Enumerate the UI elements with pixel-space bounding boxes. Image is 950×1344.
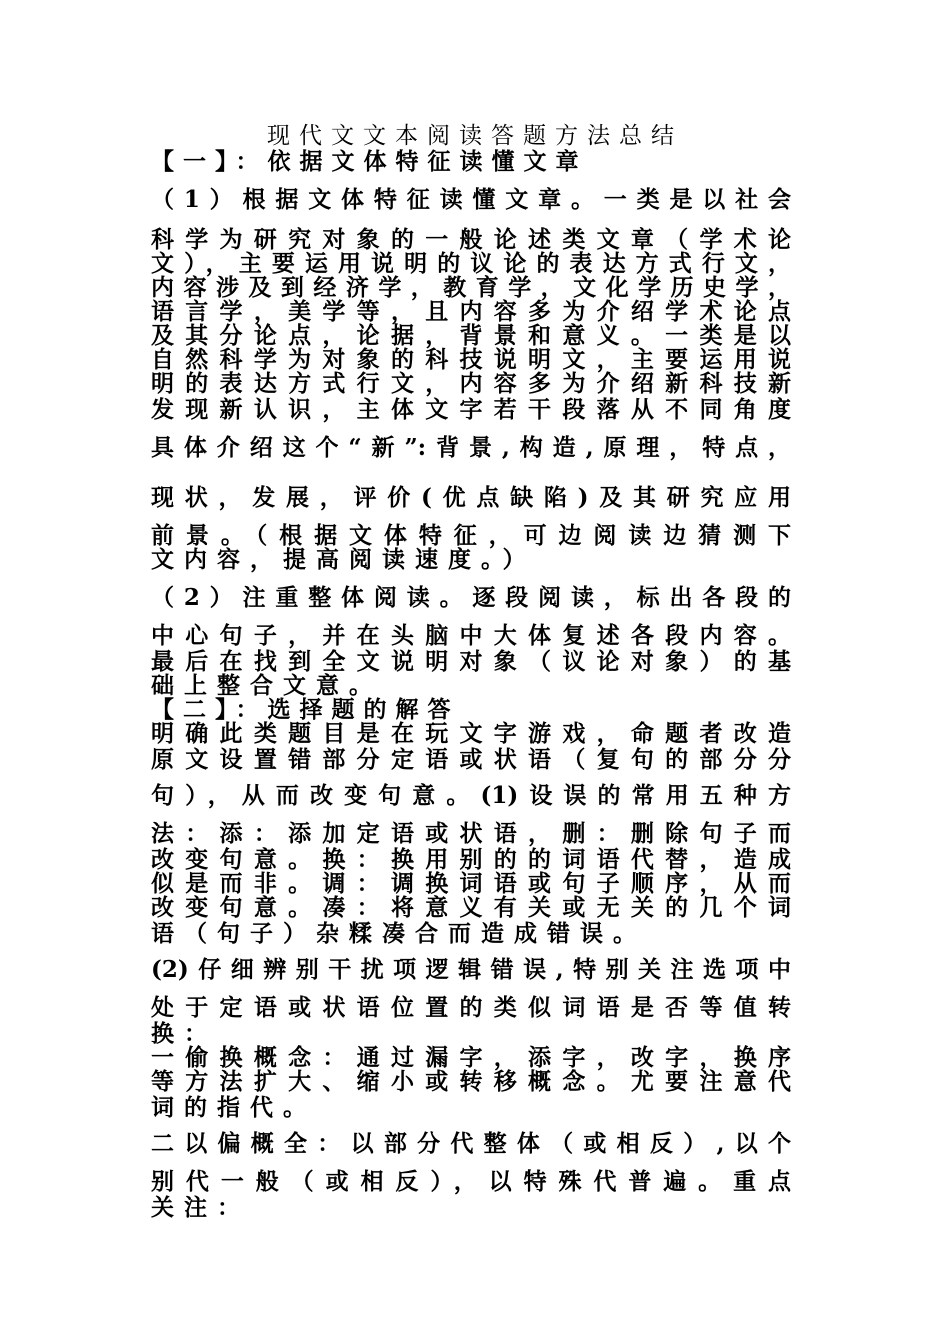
text-line: 语（句子）杂糅凑合而造成错误。 (151, 920, 646, 947)
text-line: 最后在找到全文说明对象（议论对象）的基 (151, 648, 791, 675)
text-line: 一偷换概念：通过漏字，添字，改字，换序 (151, 1044, 791, 1071)
text-line: 前景。（根据文体特征，可边阅读边猜测下 (151, 522, 791, 549)
text-line: 础上整合文意。 (151, 672, 382, 699)
text-line: （2）注重整体阅读。逐段阅读，标出各段的 (151, 584, 791, 611)
text-line: 具体介绍这个“新”:背景,构造,原理，特点， (151, 434, 791, 461)
section-heading-1: 【一】：依据文体特征读懂文章 (151, 148, 588, 175)
text-line: 别代一般（或相反），以特殊代普遍。重点 (151, 1168, 791, 1195)
text-line: 等方法扩大、缩小或转移概念。尤要注意代 (151, 1068, 791, 1095)
text-line: 原文设置错部分定语或状语（复句的部分分 (151, 746, 791, 773)
section-heading-2: 【二】：选择题的解答 (151, 696, 460, 723)
text-line: 换： (151, 1020, 217, 1047)
text-line: 关注： (151, 1194, 250, 1221)
text-line: 二以偏概全：以部分代整体（或相反）,以个 (151, 1130, 791, 1157)
text-line: 发现新认识，主体文字若干段落从不同角度 (151, 396, 791, 423)
text-line: （1）根据文体特征读懂文章。一类是以社会 (151, 186, 791, 213)
text-line: 语言学，美学等，且内容多为介绍学术论点 (151, 298, 791, 325)
text-line: 现状，发展，评价(优点缺陷)及其研究应用 (151, 484, 791, 511)
text-line: 内容涉及到经济学，教育学，文化学历史学， (151, 274, 791, 301)
text-line: 及其分论点，论据，背景和意义。一类是以 (151, 322, 791, 349)
text-line: 法：添：添加定语或状语，删：删除句子而 (151, 820, 791, 847)
text-line: 文内容，提高阅读速度。） (151, 546, 536, 573)
text-line: 改变句意。换：换用别的的词语代替，造成 (151, 846, 791, 873)
text-line: 中心句子，并在头脑中大体复述各段内容。 (151, 622, 791, 649)
text-line: 处于定语或状语位置的类似词语是否等值转 (151, 994, 791, 1021)
text-line: 明的表达方式行文，内容多为介绍新科技新 (151, 370, 791, 397)
text-line: 科学为研究对象的一般论述类文章（学术论 (151, 226, 791, 253)
document-title: 现代文文本阅读答题方法总结 (267, 123, 683, 149)
text-line: 明确此类题目是在玩文字游戏，命题者改造 (151, 720, 791, 747)
text-line: (2)仔细辨别干扰项逻辑错误,特别关注选项中 (151, 956, 791, 983)
text-line: 自然科学为对象的科技说明文，主要运用说 (151, 346, 791, 373)
text-line: 文），主要运用说明的议论的表达方式行文， (151, 250, 791, 277)
text-line: 词的指代。 (151, 1094, 316, 1121)
text-line: 似是而非。调：调换词语或句子顺序，从而 (151, 870, 791, 897)
text-line: 改变句意。凑：将意义有关或无关的几个词 (151, 894, 791, 921)
text-line: 句），从而改变句意。(1)设误的常用五种方 (151, 782, 791, 809)
